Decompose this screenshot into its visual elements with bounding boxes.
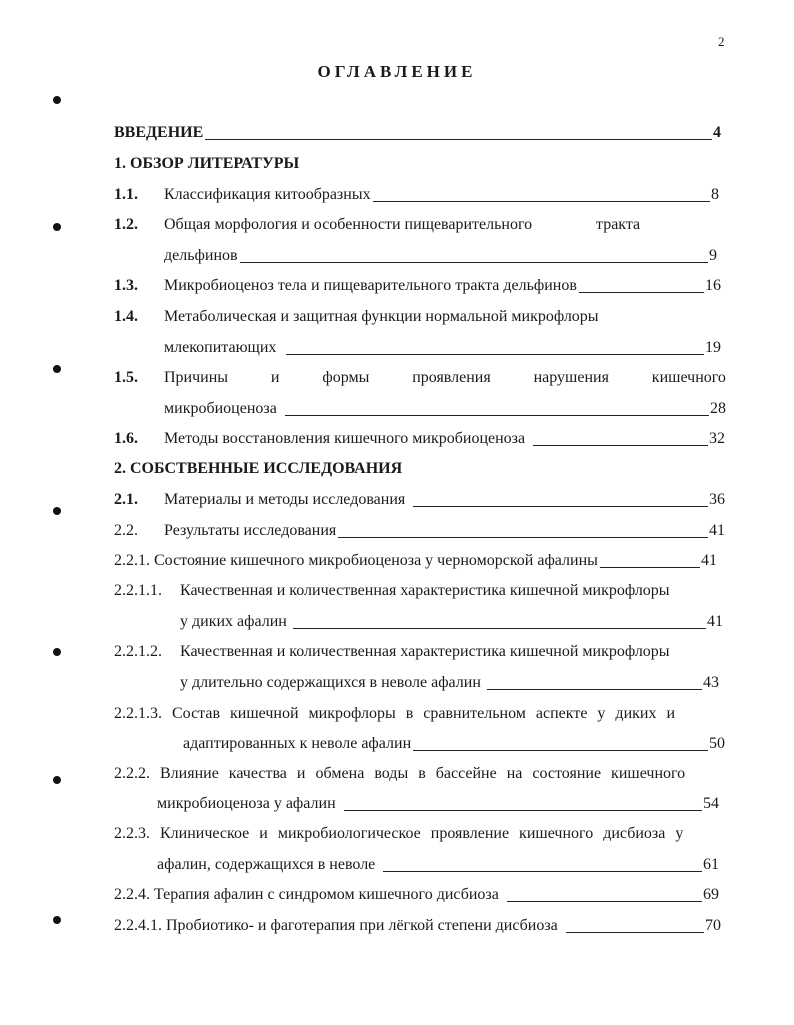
toc-entry-text: Классификация китообразных (164, 186, 371, 203)
toc-page: 61 (703, 856, 719, 873)
toc-number: 2.2.1.1. (114, 582, 162, 599)
toc-entry-text: 2.2.1.3. Состав кишечной микрофлоры в сравнительном аспекте у диких и (114, 705, 676, 722)
toc-entry-1-5-line1[interactable] (164, 367, 726, 389)
toc-entry-2-2-4[interactable] (114, 884, 719, 906)
margin-mark (53, 648, 61, 656)
toc-page: 70 (705, 917, 721, 934)
toc-entry-1-4-line2[interactable] (164, 337, 721, 359)
toc-entry-2-2-2-line2[interactable] (157, 793, 719, 815)
toc-number: 1.3. (114, 277, 138, 294)
toc-leader (383, 870, 702, 872)
toc-section-1[interactable] (114, 153, 721, 175)
toc-entry-1-2-line2[interactable] (164, 245, 717, 267)
toc-leader (286, 353, 704, 355)
toc-entry-2-2-1-3-line2[interactable] (183, 733, 725, 755)
toc-entry-text: Качественная и количественная характеристика кишечной микрофлоры (180, 643, 670, 660)
toc-entry-text: Результаты исследования (164, 522, 337, 539)
toc-page: 4 (713, 124, 721, 141)
toc-leader (373, 200, 710, 202)
toc-page: 50 (709, 735, 725, 752)
toc-leader (205, 138, 712, 140)
toc-entry-text: Метаболическая и защитная функции нормальной микрофлоры (164, 308, 599, 325)
toc-entry-2-2-1-2-line2[interactable] (180, 672, 719, 694)
toc-entry-2-2-1-2-line1[interactable] (180, 641, 726, 663)
toc-entry-text: 2.2.4. Терапия афалин с синдромом кишечного дисбиоза (114, 886, 499, 903)
toc-entry-text: микробиоценоза (164, 400, 277, 417)
page-number: 2 (718, 34, 725, 49)
toc-entry-1-1[interactable] (164, 184, 719, 206)
toc-page: 41 (707, 613, 723, 630)
toc-number: 1.5. (114, 369, 138, 386)
toc-entry-text: микробиоценоза у афалин (157, 795, 336, 812)
toc-page: 41 (701, 552, 717, 569)
toc-entry-2-2-1-1-line2[interactable] (180, 611, 723, 633)
toc-entry-text: Качественная и количественная характеристика кишечной микрофлоры (180, 582, 670, 599)
toc-entry-text: дельфинов (164, 247, 238, 264)
toc-entry-text: у длительно содержащихся в неволе афалин (180, 674, 481, 691)
toc-number: 2.2. (114, 522, 138, 539)
toc-page: 28 (710, 400, 726, 417)
page-title: ОГЛАВЛЕНИЕ (317, 62, 477, 81)
toc-page: 19 (705, 339, 721, 356)
toc-page: 43 (703, 674, 719, 691)
toc-section-heading: 1. ОБЗОР ЛИТЕРАТУРЫ (114, 155, 300, 172)
toc-leader (285, 414, 709, 416)
toc-leader (533, 444, 708, 446)
toc-page: 16 (705, 277, 721, 294)
toc-page: 69 (703, 886, 719, 903)
toc-leader (566, 931, 704, 933)
toc-entry-2-2[interactable] (164, 520, 725, 542)
toc-entry-text: афалин, содержащихся в неволе (157, 856, 376, 873)
margin-mark (53, 365, 61, 373)
toc-entry-1-2-line1-end (596, 214, 656, 236)
toc-leader (344, 809, 702, 811)
toc-number: 2.1. (114, 491, 138, 508)
toc-entry-intro[interactable] (114, 122, 721, 144)
margin-mark (53, 223, 61, 231)
toc-entry-2-2-3-line1[interactable] (114, 823, 728, 845)
toc-entry-word: нарушения (533, 369, 609, 386)
toc-entry-2-2-4-1[interactable] (114, 915, 721, 937)
toc-entry-text: млекопитающих (164, 339, 277, 356)
toc-entry-1-3[interactable] (164, 275, 721, 297)
toc-number: 1.1. (114, 186, 138, 203)
toc-entry-text: у диких афалин (180, 613, 287, 630)
margin-mark (53, 96, 61, 104)
margin-mark (53, 507, 61, 515)
toc-entry-text: 2.2.3. Клиническое и микробиологическое проявление кишечного дисбиоза у (114, 825, 684, 842)
toc-entry-word: и (270, 369, 280, 386)
toc-entry-2-1[interactable] (164, 489, 725, 511)
toc-entry-2-2-1-3-line1[interactable] (114, 703, 726, 725)
toc-page: 32 (709, 430, 725, 447)
toc-entry-text: ВВЕДЕНИЕ (114, 124, 204, 141)
toc-leader (293, 627, 706, 629)
toc-entry-1-6[interactable] (164, 428, 725, 450)
toc-entry-1-4-line1[interactable] (164, 306, 684, 328)
toc-entry-2-2-3-line2[interactable] (157, 854, 719, 876)
toc-number: 1.2. (114, 216, 138, 233)
toc-leader (487, 688, 702, 690)
toc-leader (600, 566, 700, 568)
toc-page: 54 (703, 795, 719, 812)
toc-entry-word: проявления (412, 369, 491, 386)
toc-page: 8 (711, 186, 719, 203)
toc-number: 2.2.1.2. (114, 643, 162, 660)
margin-mark (53, 916, 61, 924)
toc-entry-text: адаптированных к неволе афалин (183, 735, 412, 752)
toc-leader (413, 505, 708, 507)
toc-number: 1.4. (114, 308, 138, 325)
toc-leader (507, 900, 702, 902)
toc-entry-2-2-2-line1[interactable] (114, 763, 728, 785)
toc-entry-text: тракта (596, 216, 641, 233)
toc-leader (579, 291, 704, 293)
margin-mark (53, 776, 61, 784)
toc-section-heading: 2. СОБСТВЕННЫЕ ИССЛЕДОВАНИЯ (114, 460, 403, 477)
toc-entry-1-2-line1[interactable] (164, 214, 644, 236)
toc-leader (240, 261, 708, 263)
toc-entry-text: 2.2.2. Влияние качества и обмена воды в бассейне на состояние кишечного (114, 765, 686, 782)
toc-entry-word: формы (322, 369, 370, 386)
toc-entry-word: кишечного (651, 369, 726, 386)
toc-number: 1.6. (114, 430, 138, 447)
toc-page: 9 (709, 247, 717, 264)
toc-entry-1-5-line2[interactable] (164, 398, 726, 420)
toc-leader (338, 536, 708, 538)
toc-entry-2-2-1[interactable] (114, 550, 717, 572)
toc-entry-text: Методы восстановления кишечного микробиоценоза (164, 430, 526, 447)
toc-leader (413, 749, 708, 751)
toc-entry-text: Материалы и методы исследования (164, 491, 406, 508)
toc-entry-text: 2.2.4.1. Пробиотико- и фаготерапия при лёгкой степени дисбиоза (114, 917, 558, 934)
toc-page: 41 (709, 522, 725, 539)
toc-page: 36 (709, 491, 725, 508)
toc-entry-text: Микробиоценоз тела и пищеварительного тракта дельфинов (164, 277, 577, 294)
toc-section-2[interactable] (114, 458, 721, 480)
toc-entry-2-2-1-1-line1[interactable] (180, 580, 726, 602)
toc-entry-text: 2.2.1. Состояние кишечного микробиоценоза у черноморской афалины (114, 552, 598, 569)
toc-entry-word: Причины (164, 369, 229, 386)
toc-entry-text: Общая морфология и особенности пищеварительного (164, 216, 533, 233)
